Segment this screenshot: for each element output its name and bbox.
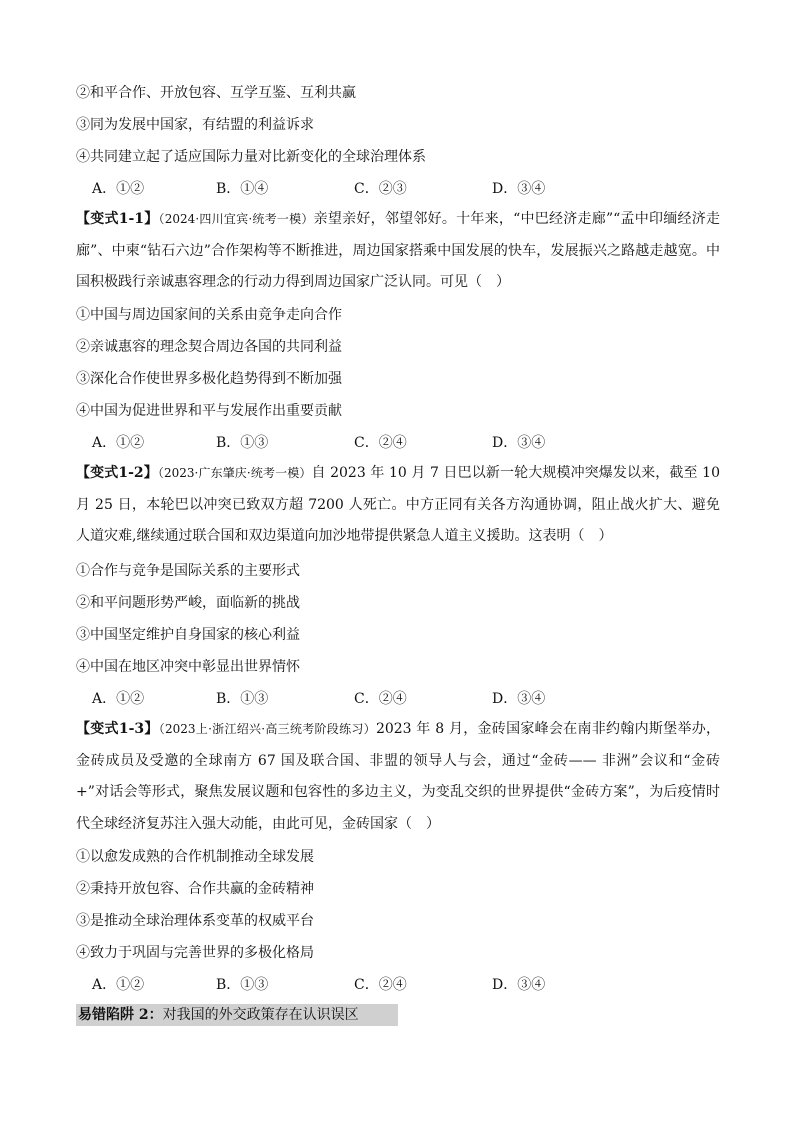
option-a: A．①② bbox=[92, 181, 145, 197]
option-d: D．③④ bbox=[492, 691, 546, 707]
question-source: （2023·广东肇庆·统考一模） bbox=[157, 466, 312, 480]
question-label: 【变式1-2】 bbox=[76, 465, 158, 481]
question-1-1 bbox=[76, 204, 720, 299]
statement-1: ①中国与周边国家间的关系由竞争走向合作 bbox=[76, 307, 342, 323]
answer-options bbox=[92, 976, 652, 994]
statement-3: ③是推动全球治理体系变革的权威平台 bbox=[76, 913, 314, 929]
option-a: A．①② bbox=[92, 691, 145, 707]
option-b: B．①④ bbox=[216, 181, 269, 197]
statement-2: ②和平问题形势严峻，面临新的挑战 bbox=[76, 595, 300, 611]
statement-4: ④共同建立起了适应国际力量对比新变化的全球治理体系 bbox=[76, 149, 426, 165]
statement-4: ④中国在地区冲突中彰显出世界情怀 bbox=[76, 659, 300, 675]
option-c: C．②④ bbox=[354, 977, 407, 993]
option-c: C．②④ bbox=[354, 691, 407, 707]
question-label: 【变式1-1】 bbox=[76, 211, 159, 227]
statement-3: ③中国坚定维护自身国家的核心利益 bbox=[76, 627, 300, 643]
option-d: D．③④ bbox=[492, 181, 546, 197]
answer-options bbox=[92, 180, 652, 198]
trap-heading bbox=[76, 1004, 398, 1026]
question-source: （2023上·浙江绍兴·高三统考阶段练习） bbox=[158, 722, 376, 736]
statement-4: ④致力于巩固与完善世界的多极化格局 bbox=[76, 945, 314, 961]
option-c: C．②③ bbox=[354, 181, 407, 197]
trap-text: 对我国的外交政策存在认识误区 bbox=[162, 1007, 359, 1023]
statement-2: ②亲诚惠容的理念契合周边各国的共同利益 bbox=[76, 339, 342, 355]
question-1-3 bbox=[76, 714, 720, 841]
question-stem: 2023 年 8 月，金砖国家峰会在南非约翰内斯堡举办，金砖成员及受邀的全球南方 67 国及联合国、非盟的领导人与会，通过“金砖—— 非洲”会议和“金砖+”对话会等形式，聚焦发展议题和包容性的多边主义，为变乱交织的世界提供“金砖方案”，为后疫情时代全球经济复苏注入强大动能，由此可见，金砖国家（ ） bbox=[76, 721, 721, 833]
option-a: A．①② bbox=[92, 435, 145, 451]
option-b: B．①③ bbox=[216, 977, 269, 993]
option-b: B．①③ bbox=[216, 691, 269, 707]
trap-label: 易错陷阱 2： bbox=[78, 1007, 163, 1023]
statement-1: ①合作与竞争是国际关系的主要形式 bbox=[76, 563, 300, 579]
question-stem: 自 2023 年 10 月 7 日巴以新一轮大规模冲突爆发以来，截至 10 月 25 日，本轮巴以冲突已致双方超 7200 人死亡。中方正同有关各方沟通协调，阻止战火扩大、避免人道灾难,继续通过联合国和双边渠道向加沙地带提供紧急人道主义援助。这表明（ ） bbox=[76, 465, 720, 545]
option-b: B．①③ bbox=[216, 435, 269, 451]
statement-3: ③深化合作使世界多极化趋势得到不断加强 bbox=[76, 371, 342, 387]
statement-1: ①以愈发成熟的合作机制推动全球发展 bbox=[76, 849, 314, 865]
statement-2: ②和平合作、开放包容、互学互鉴、互利共赢 bbox=[76, 85, 356, 101]
option-c: C．②④ bbox=[354, 435, 407, 451]
question-label: 【变式1-3】 bbox=[76, 721, 159, 737]
option-d: D．③④ bbox=[492, 977, 546, 993]
statement-2: ②秉持开放包容、合作共赢的金砖精神 bbox=[76, 881, 314, 897]
answer-options bbox=[92, 690, 652, 708]
answer-options bbox=[92, 434, 652, 452]
statement-3: ③同为发展中国家，有结盟的利益诉求 bbox=[76, 117, 314, 133]
option-a: A．①② bbox=[92, 977, 145, 993]
option-d: D．③④ bbox=[492, 435, 546, 451]
question-1-2 bbox=[76, 458, 720, 553]
statement-4: ④中国为促进世界和平与发展作出重要贡献 bbox=[76, 403, 342, 419]
question-stem: 亲望亲好，邻望邻好。十年来，“中巴经济走廊”“孟中印缅经济走廊”、中柬“钻石六边”合作架构等不断推进，周边国家搭乘中国发展的快车，发展振兴之路越走越宽。中国积极践行亲诚惠容理念的行动力得到周边国家广泛认同。可见（ ） bbox=[76, 211, 720, 291]
question-source: （2024·四川宜宾·统考一模） bbox=[158, 212, 314, 226]
